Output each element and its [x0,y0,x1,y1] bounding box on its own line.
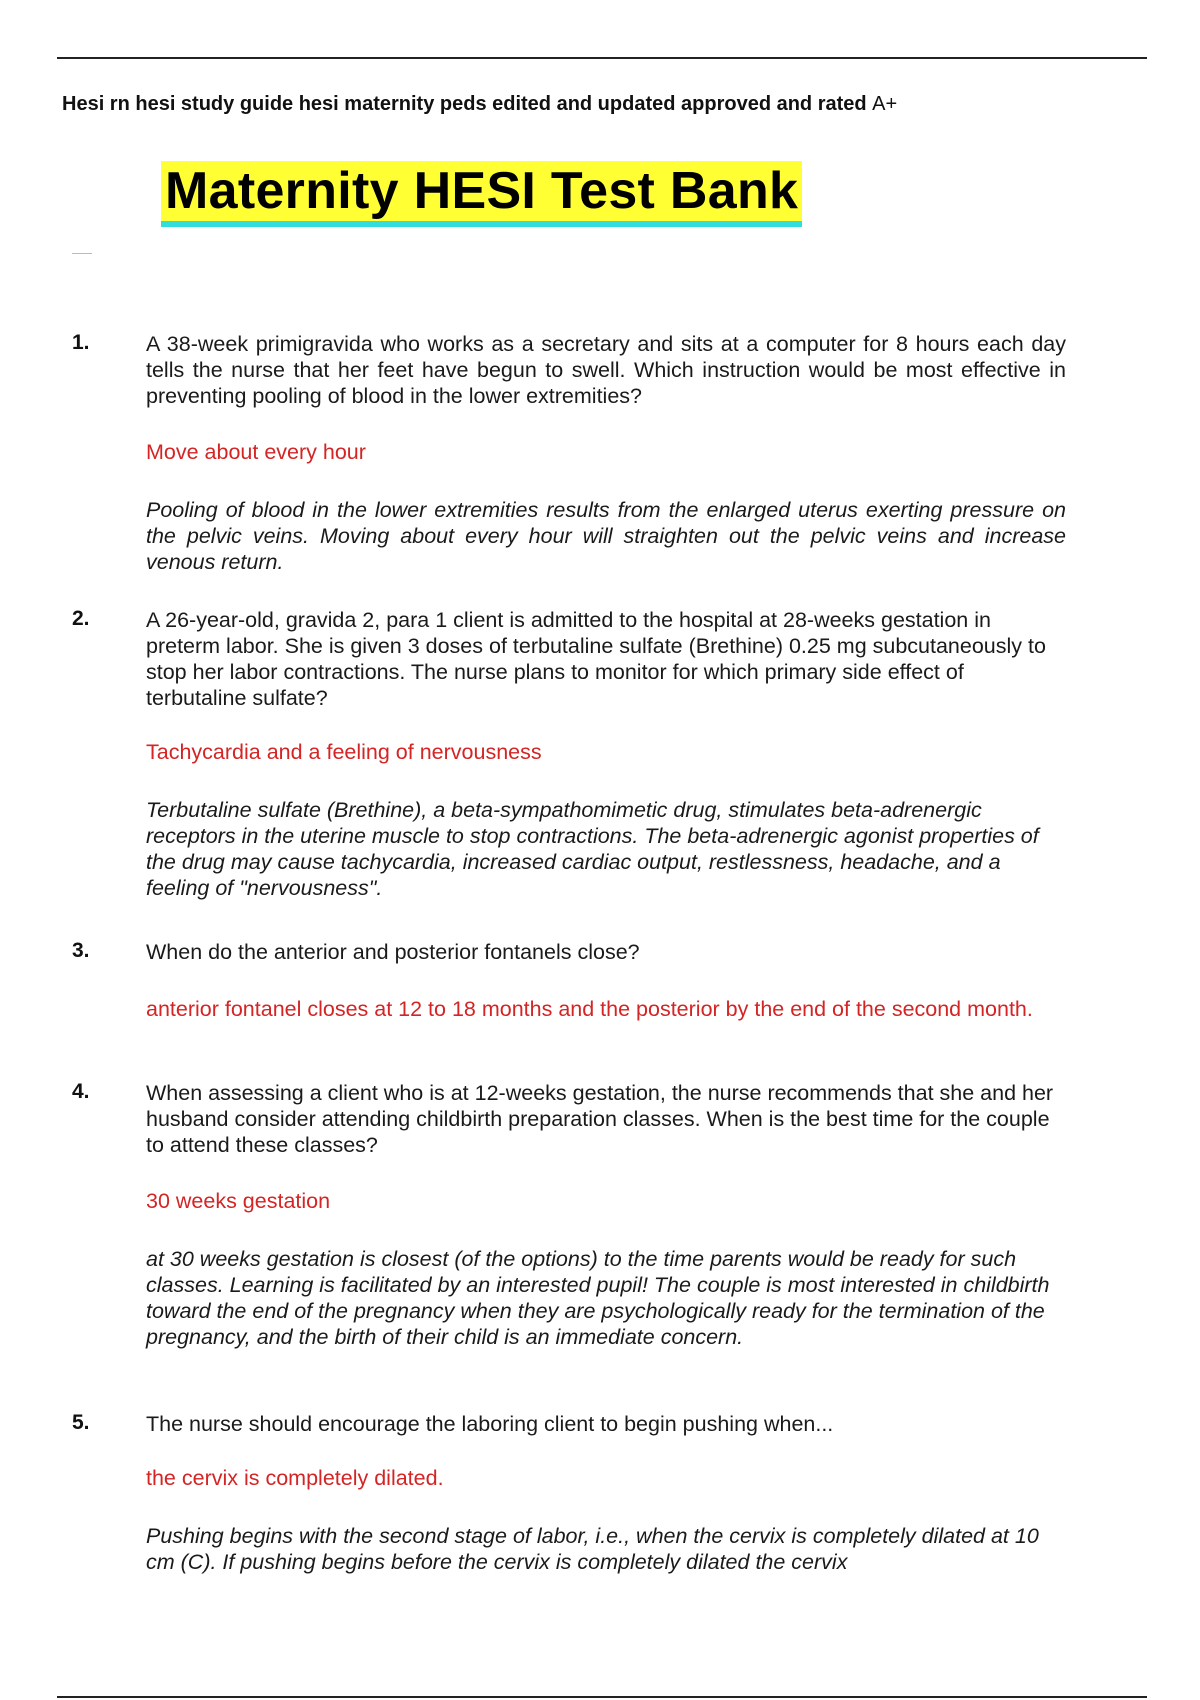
question-text: When do the anterior and posterior fontanels close? [146,940,640,964]
rationale-text: Pooling of blood in the lower extremities results from the enlarged uterus exerting pressure on the pelvic veins. Moving about every hour will straighten out the pelvic veins and increase venous return. [146,498,1066,574]
question-body [146,1411,1066,1575]
question-body [146,331,1066,575]
question-number: 4. [72,1080,90,1103]
answer-text: Tachycardia and a feeling of nervousness [146,740,542,764]
document-header [62,93,1142,116]
answer-text: Move about every hour [146,440,366,464]
question-number: 2. [72,607,90,630]
answer-text: the cervix is completely dilated. [146,1466,444,1490]
question-text: A 26-year-old, gravida 2, para 1 client is admitted to the hospital at 28-weeks gestation in preterm labor. She is given 3 doses of terbutaline sulfate (Brethine) 0.25 mg subcutaneously to stop her labor contractions. The nurse plans to monitor for which primary side effect of terbutaline sulfate? [146,608,1046,710]
answer-text: 30 weeks gestation [146,1189,331,1213]
answer-text: anterior fontanel closes at 12 to 18 months and the posterior by the end of the second month. [146,997,1033,1021]
rationale-text: Terbutaline sulfate (Brethine), a beta-sympathomimetic drug, stimulates beta-adrenergic receptors in the uterine muscle to stop contractions. The beta-adrenergic agonist properties of the drug may cause tachycardia, increased cardiac output, restlessness, headache, and a feeling of "nervousness". [146,798,1039,900]
divider [72,253,92,254]
top-rule [57,57,1147,59]
question-number: 5. [72,1411,90,1434]
question-text: When assessing a client who is at 12-weeks gestation, the nurse recommends that she and her husband consider attending childbirth preparation classes. When is the best time for the couple to attend these classes? [146,1081,1054,1157]
title-block [161,161,802,227]
rationale-text: at 30 weeks gestation is closest (of the options) to the time parents would be ready for such classes. Learning is facilitated by an interested pupil! The couple is most interested in childbirth toward the end of the pregnancy when they are psychologically ready for the termination of the pregnancy, and the birth of their child is an immediate concern. [146,1247,1050,1349]
question-body [146,607,1066,901]
bottom-rule [57,1696,1147,1698]
header-rating: A+ [872,93,898,115]
question-body [146,1080,1066,1350]
question-text: A 38-week primigravida who works as a secretary and sits at a computer for 8 hours each day tells the nurse that her feet have begun to swell. Which instruction would be most effective in preventing pooling of blood in the lower extremities? [146,332,1066,408]
question-text: The nurse should encourage the laboring client to begin pushing when... [146,1412,834,1436]
rationale-text: Pushing begins with the second stage of labor, i.e., when the cervix is completely dilated at 10 cm (C). If pushing begins before the cervix is completely dilated the cervix [146,1524,1039,1574]
question-number: 3. [72,939,90,962]
page-title: Maternity HESI Test Bank [161,161,802,227]
header-text: Hesi rn hesi study guide hesi maternity peds edited and updated approved and rated [62,93,867,115]
question-body [146,939,1066,1022]
question-number: 1. [72,331,90,354]
